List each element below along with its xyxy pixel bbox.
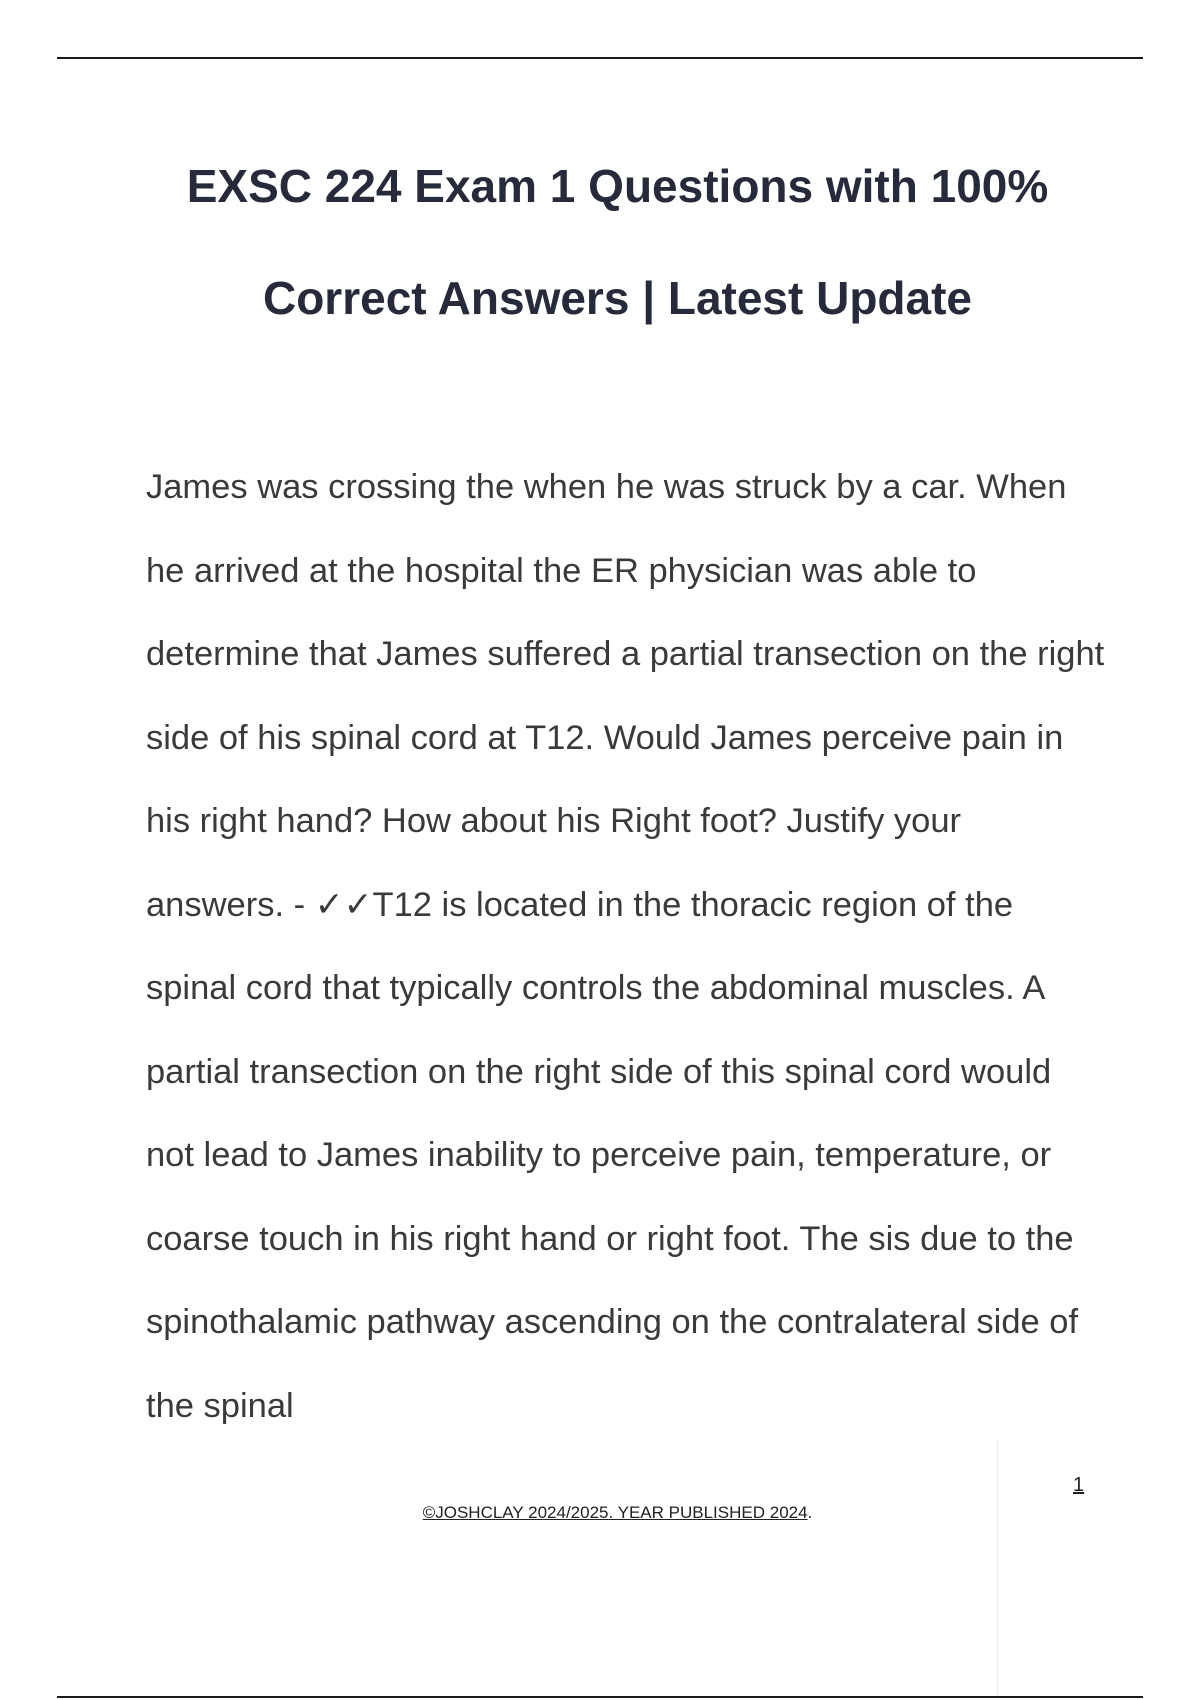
margin-line <box>997 1440 998 1696</box>
footer <box>0 1503 1200 1523</box>
page-number: 1 <box>1073 1474 1085 1496</box>
bottom-rule <box>57 1696 1143 1698</box>
document-title: EXSC 224 Exam 1 Questions with 100% Correct Answers | Latest Update <box>186 160 1049 324</box>
footer-copyright: ©JOSHCLAY 2024/2025. YEAR PUBLISHED 2024 <box>422 1503 808 1522</box>
question-answer-text: James was crossing the when he was struck by a car. When he arrived at the hospital the ER physician was able to determine that James suffered a partial transection on the right side of his spinal cord at T12. Would James perceive pain in his right hand? How about his Right foot? Justify your answers. - ✓✓T12 is located in the thoracic region of the spinal cord that typically controls the abdominal muscles. A partial transection on the right side of this spinal cord would not lead to James inability to perceive pain, temperature, or coarse touch in his right hand or right foot. The sis due to the spinothalamic pathway ascending on the contralateral side of the spinal <box>146 468 1105 1425</box>
footer-period: . <box>807 1503 813 1522</box>
top-rule <box>57 57 1143 59</box>
